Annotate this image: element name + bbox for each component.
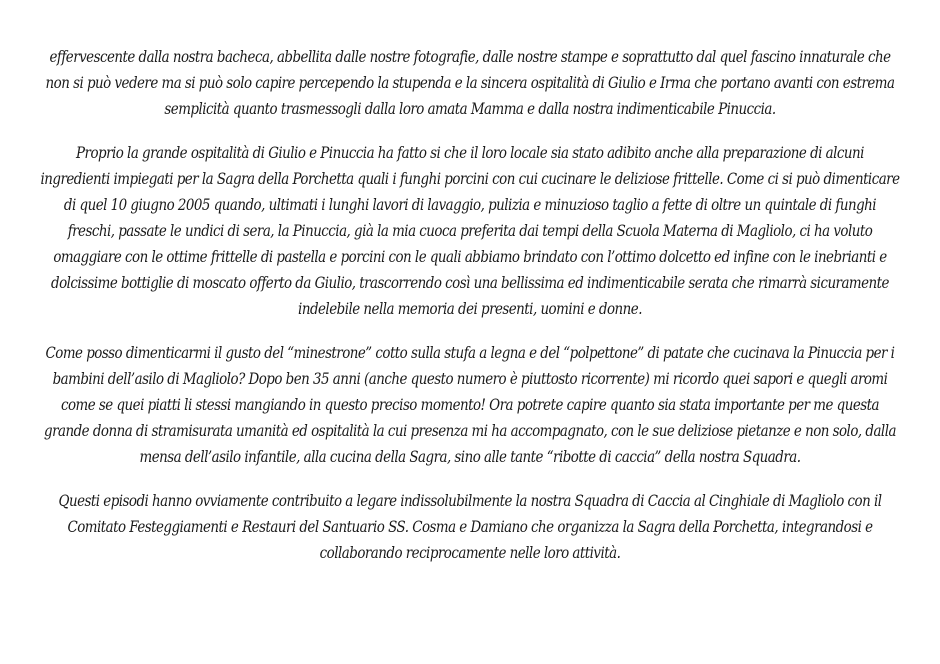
paragraph-4: Questi episodi hanno ovviamente contribuito a legare indissolubilmente la nostra Squadra di Caccia al Cinghiale di Magliolo con il Comitato Festeggiamenti e Restauri del Santuario SS. Cosma e Damiano che organizza la Sagra della Porchetta, integrandosi e collaborando reciprocamente nelle loro attività. xyxy=(58,492,882,562)
paragraph-1: effervescente dalla nostra bacheca, abbellita dalle nostre fotografie, dalle nostre stampe e soprattutto dal quel fascino innaturale che non si può vedere ma si può solo capire percependo la stupenda e la sincera ospitalità di Giulio e Irma che portano avanti con estrema semplicità quanto trasmessogli dalla loro amata Mamma e dalla nostra indimenticabile Pinuccia. xyxy=(45,48,895,118)
paragraph-3: Come posso dimenticarmi il gusto del “minestrone” cotto sulla stufa a legna e del “polpettone” di patate che cucinava la Pinuccia per i bambini dell’asilo di Magliolo? Dopo ben 35 anni (anche questo numero è piuttosto ricorrente) mi ricordo quei sapori e quegli aromi come se quei piatti li stessi mangiando in questo preciso momento! Ora potrete capire quanto sia stata importante per me questa grande donna di stramisurata umanità ed ospitalità la cui presenza mi ha accompagnato, con le sue deliziose pietanze e non solo, dalla mensa dell’asilo infantile, alla cucina della Sagra, sino alle tante “ribotte di caccia” della nostra Squadra. xyxy=(44,344,896,466)
paragraph-2: Proprio la grande ospitalità di Giulio e Pinuccia ha fatto si che il loro locale sia stato adibito anche alla preparazione di alcuni ingredienti impiegati per la Sagra della Porchetta quali i funghi porcini con cui cucinare le deliziose frittelle. Come ci si può dimenticare di quel 10 giugno 2005 quando, ultimati i lunghi lavori di lavaggio, pulizia e minuzioso taglio a fette di oltre un quintale di funghi freschi, passate le undici di sera, la Pinuccia, già la mia cuoca preferita dai tempi della Scuola Materna di Magliolo, ci ha voluto omaggiare con le ottime frittelle di pastella e porcini con le quali abbiamo brindato con l’ottimo dolcetto ed infine con le inebrianti e dolcissime bottiglie di moscato offerto da Giulio, trascorrendo così una bellissima ed indimenticabile serata che rimarrà sicuramente indelebile nella memoria dei presenti, uomini e donne. xyxy=(40,144,900,318)
